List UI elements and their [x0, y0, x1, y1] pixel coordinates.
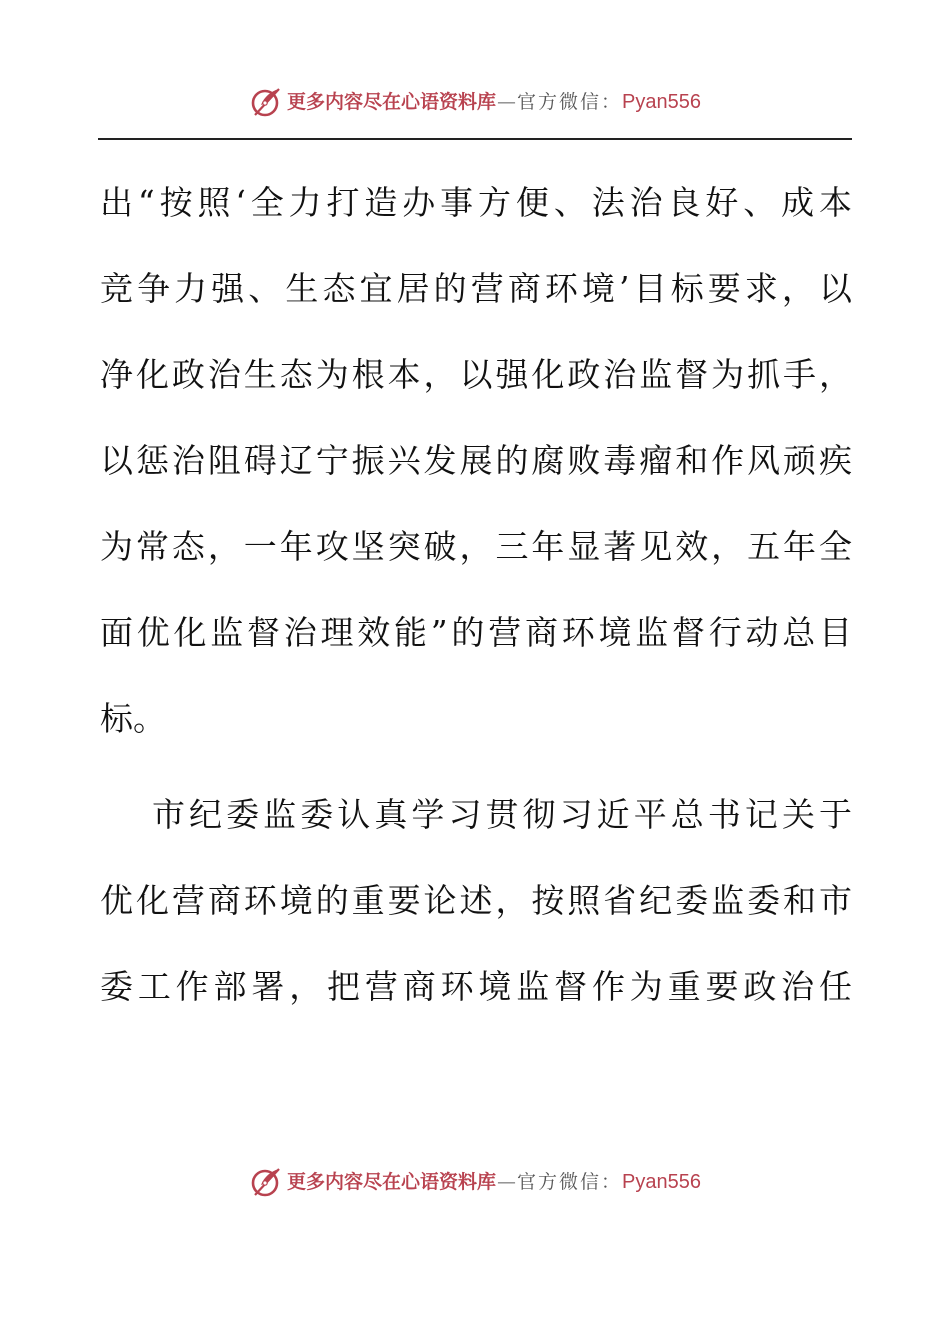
text-line: 为常态，一年攻坚突破，三年显著见效，五年全 — [100, 527, 852, 566]
footer-wechat-id: Pyan556 — [622, 1171, 701, 1193]
text-line: 优化营商环境的重要论述，按照省纪委监委和市 — [100, 881, 852, 920]
text-line: 出“按照‘全力打造办事方便、法治良好、成本 — [100, 183, 852, 222]
document-body — [100, 173, 852, 1043]
text-line: 以惩治阻碍辽宁振兴发展的腐败毒瘤和作风顽疾 — [100, 441, 852, 480]
text-line: 竞争力强、生态宜居的营商环境’目标要求，以 — [100, 269, 852, 308]
text-line: 面优化监督治理效能”的营商环境监督行动总目 — [100, 613, 852, 652]
paragraph-2 — [100, 785, 852, 1043]
header-wechat-id: Pyan556 — [622, 91, 701, 113]
footer-dash: — — [497, 1171, 517, 1193]
footer-banner — [0, 1162, 950, 1202]
text-line: 净化政治生态为根本，以强化政治监督为抓手， — [100, 355, 852, 394]
paragraph-gap — [100, 775, 852, 785]
paragraph-1 — [100, 173, 852, 775]
header-dash: — — [497, 91, 517, 113]
header-wechat-label: 官方微信： — [517, 91, 623, 113]
header-divider — [98, 138, 852, 140]
quill-pen-logo-icon — [249, 1165, 283, 1199]
header-site-name: 更多内容尽在心语资料库 — [287, 91, 497, 113]
footer-banner-text — [287, 1172, 701, 1192]
text-line: 标。 — [100, 699, 166, 738]
text-line: 委工作部署，把营商环境监督作为重要政治任 — [100, 967, 852, 1006]
footer-wechat-label: 官方微信： — [517, 1171, 623, 1193]
text-line: 市纪委监委认真学习贯彻习近平总书记关于 — [152, 795, 852, 834]
header-banner-text — [287, 92, 701, 112]
header-banner — [0, 82, 950, 122]
footer-site-name: 更多内容尽在心语资料库 — [287, 1171, 497, 1193]
quill-pen-logo-icon — [249, 85, 283, 119]
